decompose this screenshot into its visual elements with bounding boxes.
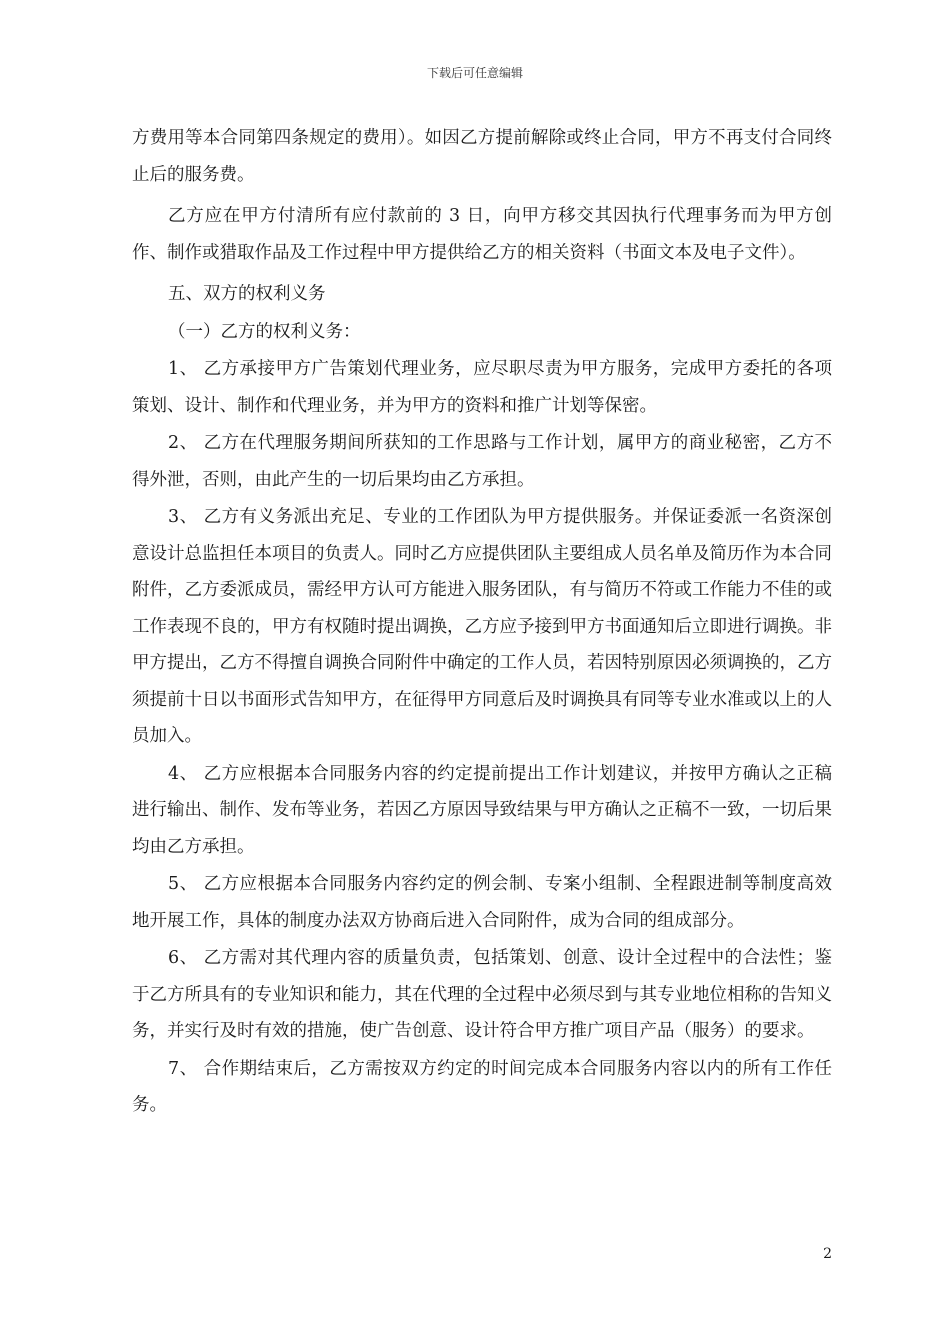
document-body xyxy=(132,120,832,1125)
list-item: 3、 乙方有义务派出充足、专业的工作团队为甲方提供服务。并保证委派一名资深创意设计总监担任本项目的负责人。同时乙方应提供团队主要组成人员名单及简历作为本合同附件，乙方委派成员，需经甲方认可方能进入服务团队，有与简历不符或工作能力不佳的或工作表现不良的，甲方有权随时提出调换，乙方应予接到甲方书面通知后立即进行调换。非甲方提出，乙方不得擅自调换合同附件中确定的工作人员，若因特别原因必须调换的，乙方须提前十日以书面形式告知甲方，在征得甲方同意后及时调换具有同等专业水准或以上的人员加入。 xyxy=(132,507,832,746)
list-item: 4、 乙方应根据本合同服务内容的约定提前提出工作计划建议，并按甲方确认之正稿进行输出、制作、发布等业务，若因乙方原因导致结果与甲方确认之正稿不一致，一切后果均由乙方承担。 xyxy=(132,763,832,857)
page-number: 2 xyxy=(823,1246,832,1262)
list-item: 2、 乙方在代理服务期间所获知的工作思路与工作计划，属甲方的商业秘密，乙方不得外泄，否则，由此产生的一切后果均由乙方承担。 xyxy=(132,433,832,490)
paragraph: 乙方应在甲方付清所有应付款前的 3 日，向甲方移交其因执行代理事务而为甲方创作、制作或猎取作品及工作过程中甲方提供给乙方的相关资料（书面文本及电子文件）。 xyxy=(132,206,832,263)
list-item: 1、 乙方承接甲方广告策划代理业务，应尽职尽责为甲方服务，完成甲方委托的各项策划、设计、制作和代理业务，并为甲方的资料和推广计划等保密。 xyxy=(132,359,832,416)
paragraph: 方费用等本合同第四条规定的费用）。如因乙方提前解除或终止合同，甲方不再支付合同终止后的服务费。 xyxy=(132,128,832,185)
list-item: 7、 合作期结束后，乙方需按双方约定的时间完成本合同服务内容以内的所有工作任务。 xyxy=(132,1058,832,1115)
subsection-heading: （一）乙方的权利义务： xyxy=(168,321,361,342)
list-item: 6、 乙方需对其代理内容的质量负责，包括策划、创意、设计全过程中的合法性；鉴于乙方所具有的专业知识和能力，其在代理的全过程中必须尽到与其专业地位相称的告知义务，并实行及时有效的措施，使广告创意、设计符合甲方推广项目产品（服务）的要求。 xyxy=(132,948,832,1041)
section-heading: 五、双方的权利义务 xyxy=(168,284,326,304)
page-header: 下载后可任意编辑 xyxy=(426,66,523,80)
list-item: 5、 乙方应根据本合同服务内容约定的例会制、专案小组制、全程跟进制等制度高效地开展工作，具体的制度办法双方协商后进入合同附件，成为合同的组成部分。 xyxy=(132,874,832,931)
